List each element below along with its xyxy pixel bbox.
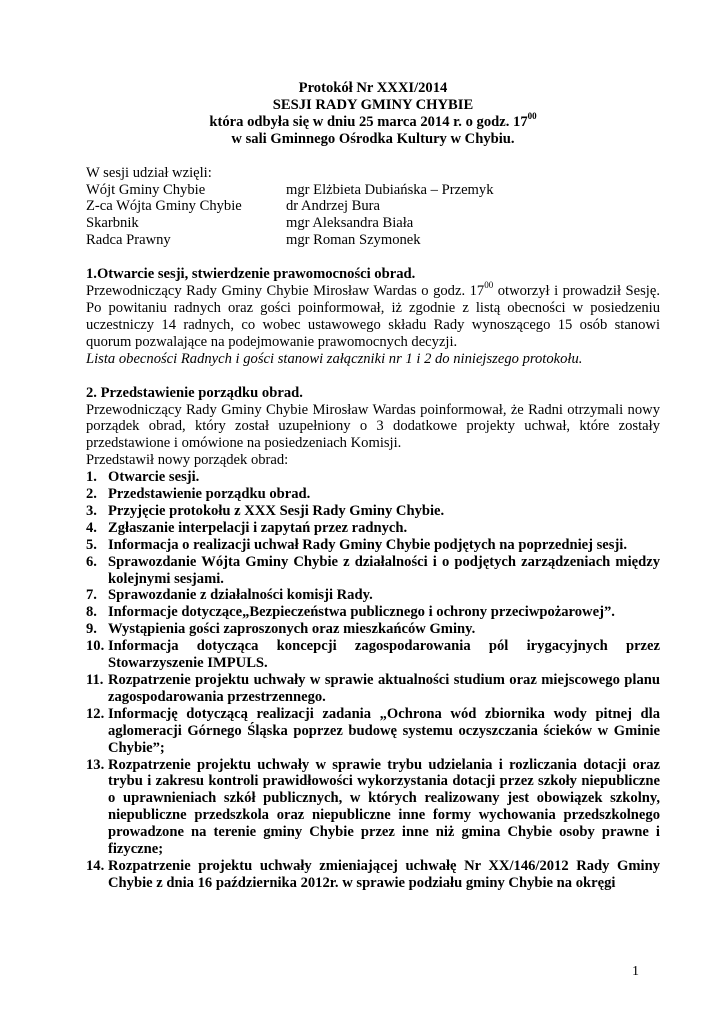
attendee-role: Z-ca Wójta Gminy Chybie — [86, 198, 242, 215]
session-location: w sali Gminnego Ośrodka Kultury w Chybiu. — [231, 130, 515, 147]
agenda-item: 7. Sprawozdanie z działalności komisji Rady. — [86, 587, 373, 604]
agenda-item: 10. Informacja dotycząca koncepcji zagospodarowania pól irygacyjnych przez Stowarzyszenie IMPULS. — [86, 638, 660, 672]
session-title: SESJI RADY GMINY CHYBIE — [272, 96, 474, 113]
attendee-row — [86, 182, 660, 199]
attendees-block — [86, 165, 660, 250]
attendee-row — [86, 198, 660, 215]
agenda-item: 13. Rozpatrzenie projektu uchwały w sprawie trybu udzielania i rozliczania dotacji oraz trybu i zakresu kontroli prawidłowości wykorzystania dotacji przez szkoły niepubliczne o uprawnieniach szkół publicznych, w których realizowany jest obowiązek szkolny, niepubliczne przedszkola oraz niepubliczne inne formy wychowania przedszkolnego prowadzone na terenie gminy Chybie przez inne niż gmina Chybie osoby prawne i fizyczne; — [86, 756, 660, 858]
attendee-row — [86, 215, 660, 232]
agenda-item: 9. Wystąpienia gości zaproszonych oraz mieszkańców Gminy. — [86, 621, 476, 638]
section-title: 1.Otwarcie sesji, stwierdzenie prawomocności obrad. — [86, 266, 416, 283]
section-paragraph: Przewodniczący Rady Gminy Chybie Mirosław Wardas o godz. $17^{00}$ otworzył i prowadził Sesję. Po powitaniu radnych oraz gości poinformował, iż zgodnie z listą obecności w posiedzeniu uczestniczy 14 radnych, co wobec ustawowego składu Rady wynoszącego 15 osób stanowi quorum pozwalające na podejmowanie prawomocnych decyzji. — [86, 280, 660, 350]
agenda-item: 12. Informację dotyczącą realizacji zadania „Ochrona wód zbiornika wody pitnej dla aglomeracji Górnego Śląska poprzez budowę systemu oczyszczania ścieków w Gminie Chybie”; — [86, 705, 660, 756]
agenda-list — [86, 469, 660, 892]
section-paragraph: Przewodniczący Rady Gminy Chybie Mirosław Wardas poinformował, że Radni otrzymali nowy porządek obrad, który został uzupełniony o 3 dodatkowe projekty uchwał, które zostały przedstawione i omówione na posiedzeniach Komisji. — [86, 401, 660, 452]
attendee-row — [86, 232, 660, 249]
agenda-item: 14. Rozpatrzenie projektu uchwały zmieniającej uchwałę Nr XX/146/2012 Rady Gminy Chybie z dnia 16 października 2012r. w sprawie podziału gminy Chybie na okręgi — [86, 857, 660, 891]
protocol-number: Protokół Nr XXXI/2014 — [298, 80, 448, 96]
attendee-name: mgr Roman Szymonek — [286, 232, 421, 249]
protocol-header — [86, 80, 660, 148]
attendee-name: dr Andrzej Bura — [286, 198, 381, 215]
agenda-item: 5. Informacja o realizacji uchwał Rady Gminy Chybie podjętych na poprzedniej sesji. — [86, 536, 628, 553]
agenda-item: 2. Przedstawienie porządku obrad. — [86, 486, 311, 503]
agenda-item: 6. Sprawozdanie Wójta Gminy Chybie z działalności i o podjętych zarządzeniach między kolejnymi sesjami. — [86, 553, 660, 587]
agenda-item: 4. Zgłaszanie interpelacji i zapytań przez radnych. — [86, 519, 408, 536]
attendee-role: Skarbnik — [86, 215, 139, 232]
agenda-item: 8. Informacje dotyczące„Bezpieczeństwa publicznego i ochrony przeciwpożarowej”. — [86, 604, 615, 621]
attendee-role: Wójt Gminy Chybie — [86, 181, 206, 198]
agenda-item: 3. Przyjęcie protokołu z XXX Sesji Rady Gminy Chybie. — [86, 502, 445, 519]
session-date: która odbyła się w dniu 25 marca 2014 r. o godz. $17^{00}$ — [209, 110, 537, 130]
section-agenda — [86, 385, 660, 892]
page-number: 1 — [632, 964, 639, 979]
attendee-name: mgr Aleksandra Biała — [286, 215, 414, 232]
section-opening — [86, 266, 660, 367]
agenda-item: 11. Rozpatrzenie projektu uchwały w sprawie aktualności studium oraz miejscowego planu zagospodarowania przestrzennego. — [86, 672, 660, 705]
agenda-item: 1. Otwarcie sesji. — [86, 469, 200, 486]
attendee-name: mgr Elżbieta Dubiańska – Przemyk — [286, 181, 494, 198]
section-title: 2. Przedstawienie porządku obrad. — [86, 384, 303, 401]
attendance-note: Lista obecności Radnych i gości stanowi załączniki nr 1 i 2 do niniejszego protokołu. — [86, 350, 583, 367]
agenda-intro: Przedstawił nowy porządek obrad: — [86, 452, 289, 469]
attendees-intro: W sesji udział wzięli: — [86, 164, 212, 181]
attendee-role: Radca Prawny — [86, 232, 171, 249]
